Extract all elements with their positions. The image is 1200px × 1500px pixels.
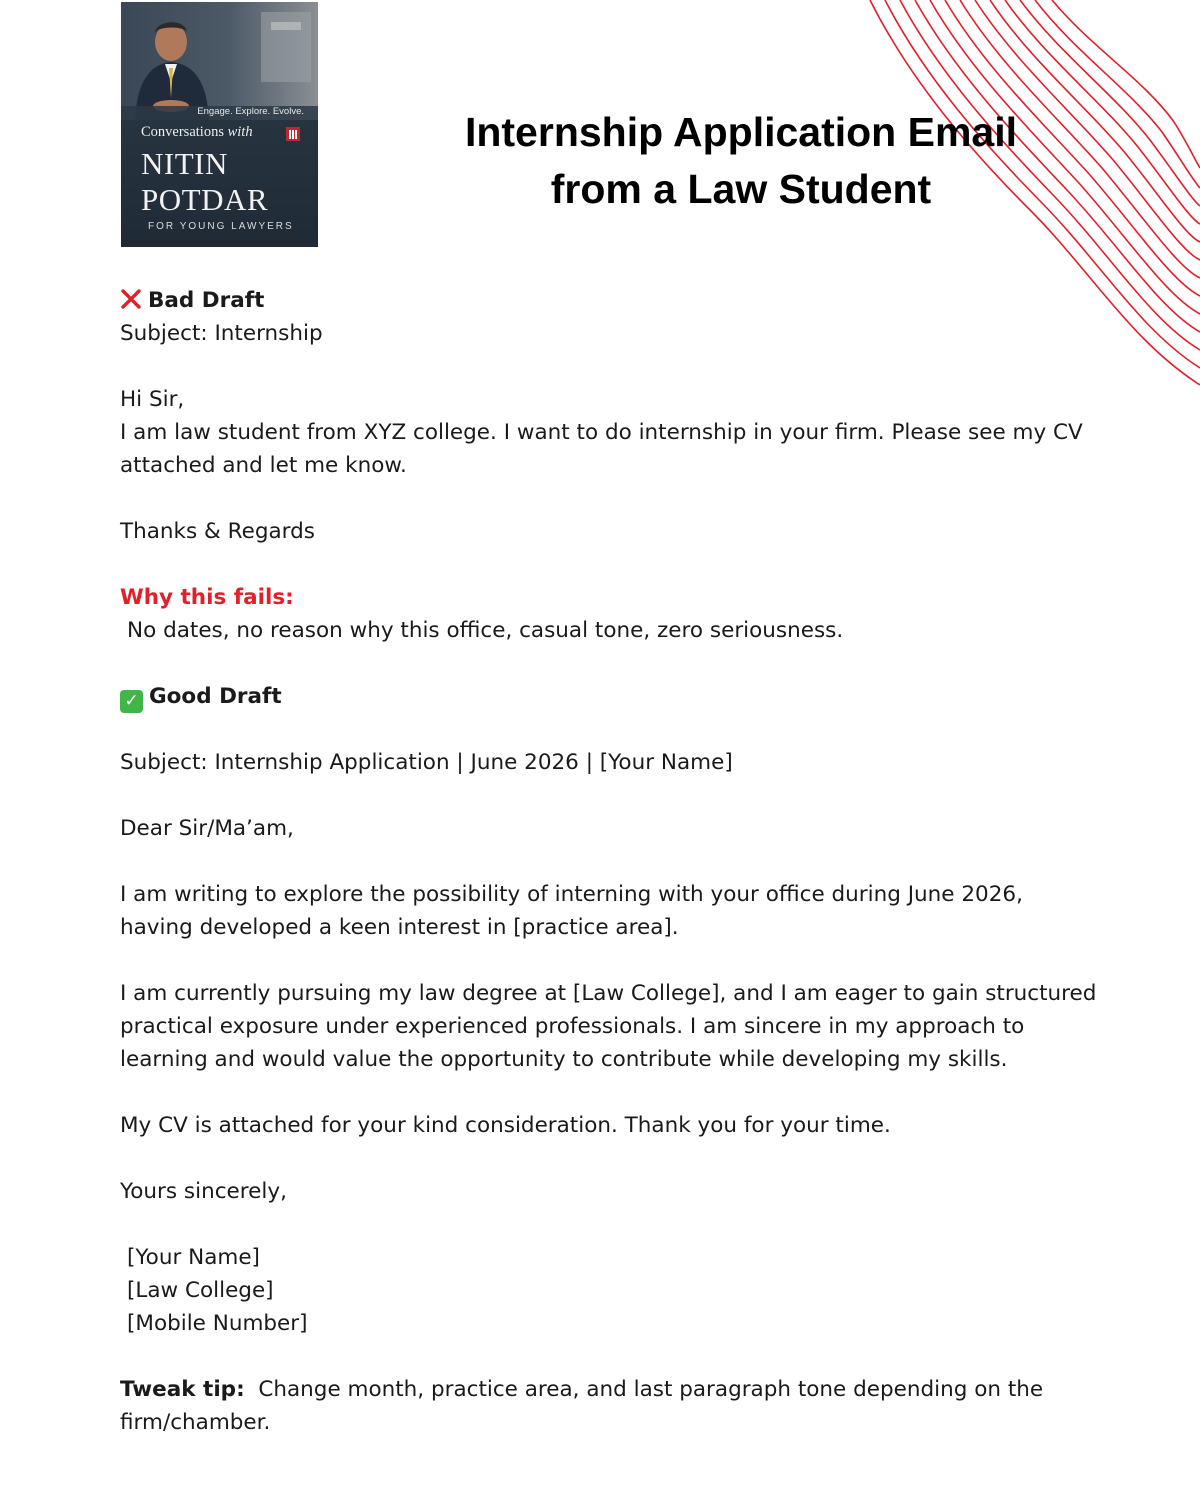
- book-author-first-name: NITIN: [141, 146, 228, 181]
- tweak-tip-label: Tweak tip:: [120, 1377, 245, 1402]
- book-conversations-line: [141, 124, 253, 141]
- bad-draft-greeting: Hi Sir,: [120, 387, 185, 412]
- why-fails-label: Why this fails:: [120, 585, 294, 610]
- bad-draft-subject: Subject: Internship: [120, 321, 323, 346]
- good-draft-heading-text: Good Draft: [149, 684, 282, 709]
- book-cover: [121, 2, 318, 247]
- page-title-line-2: from a Law Student: [550, 166, 932, 212]
- signature-name: [Your Name]: [127, 1245, 260, 1270]
- book-subtitle: FOR YOUNG LAWYERS: [148, 221, 294, 232]
- good-draft-p1-line-2: having developed a keen interest in [practice area].: [120, 915, 679, 940]
- good-draft-heading: [120, 680, 1160, 713]
- tweak-tip-line-1: [120, 1373, 1160, 1406]
- book-conversations-text: Conversations: [141, 124, 224, 140]
- book-author-last-name: POTDAR: [141, 182, 269, 217]
- good-draft-p2-line-2: practical exposure under experienced professionals. I am sincere in my approach to: [120, 1014, 1025, 1039]
- good-draft-greeting: Dear Sir/Ma’am,: [120, 816, 294, 841]
- tweak-tip-line-2: firm/chamber.: [120, 1410, 271, 1435]
- book-logo-icon: [286, 127, 300, 141]
- book-with-text: with: [227, 124, 253, 140]
- tweak-tip-text: Change month, practice area, and last paragraph tone depending on the: [258, 1377, 1044, 1402]
- good-draft-p2-line-1: I am currently pursuing my law degree at [Law College], and I am eager to gain structured: [120, 981, 1097, 1006]
- cross-mark-icon: [120, 288, 142, 310]
- check-mark-icon: ✓: [120, 690, 143, 713]
- bad-draft-heading: [120, 284, 1160, 317]
- why-fails-text: No dates, no reason why this office, casual tone, zero seriousness.: [127, 618, 844, 643]
- page-title-line-1: Internship Application Email: [464, 109, 1018, 155]
- good-draft-p1-line-1: I am writing to explore the possibility of interning with your office during June 2026,: [120, 882, 1023, 907]
- bad-draft-body-line-1: I am law student from XYZ college. I want to do internship in your firm. Please see my CV: [120, 420, 1083, 445]
- bad-draft-heading-text: Bad Draft: [148, 288, 265, 313]
- bad-draft-body-line-2: attached and let me know.: [120, 453, 407, 478]
- bad-draft-signoff: Thanks & Regards: [120, 519, 315, 544]
- email-examples: [120, 284, 1160, 1439]
- signature-mobile: [Mobile Number]: [127, 1311, 308, 1336]
- page-title: [380, 104, 1102, 218]
- good-draft-signoff: Yours sincerely,: [120, 1179, 287, 1204]
- good-draft-subject: Subject: Internship Application | June 2026 | [Your Name]: [120, 750, 733, 775]
- signature-college: [Law College]: [127, 1278, 274, 1303]
- book-tagline: Engage. Explore. Evolve.: [197, 106, 304, 117]
- good-draft-p2-line-3: learning and would value the opportunity to contribute while developing my skills.: [120, 1047, 1008, 1072]
- author-photo: [121, 2, 318, 120]
- good-draft-p3: My CV is attached for your kind consideration. Thank you for your time.: [120, 1113, 891, 1138]
